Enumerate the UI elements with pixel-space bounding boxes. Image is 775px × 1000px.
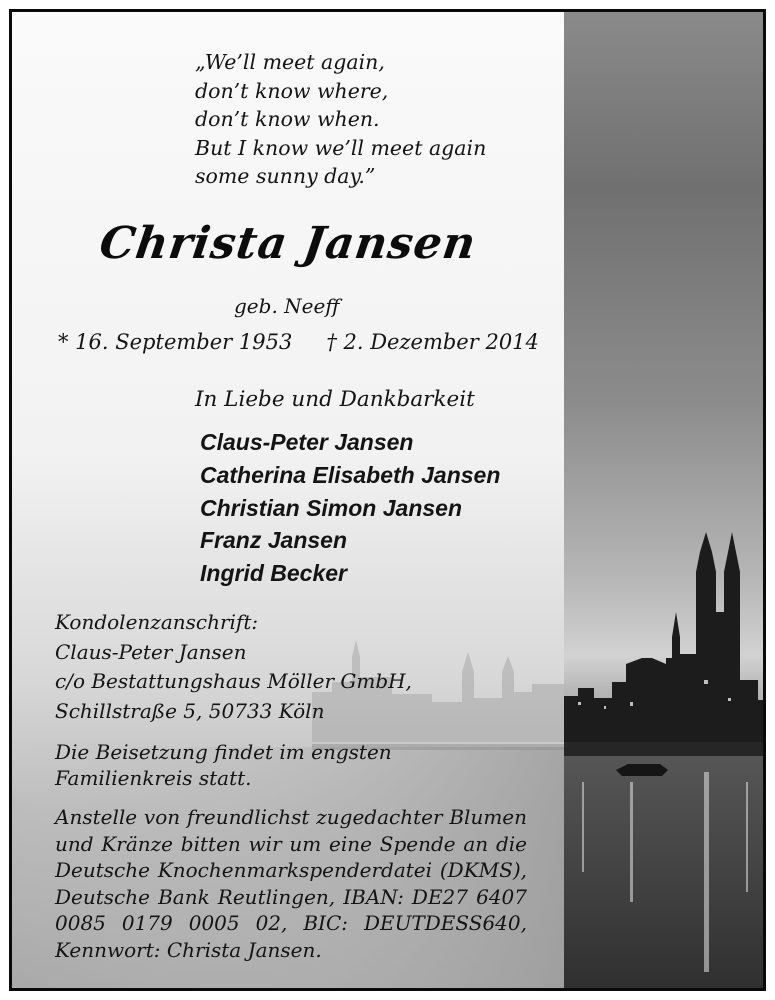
address-line: c/o Bestattungshaus Möller GmbH, — [55, 669, 412, 693]
quote-line: some sunny day.” — [195, 164, 376, 188]
birth-date: * 16. September 1953 — [58, 330, 293, 354]
quote-line: don’t know where, — [195, 78, 389, 103]
mourner-list — [200, 426, 500, 590]
address-line: Kondolenzanschrift: — [55, 610, 259, 634]
address-line: Schillstraße 5, 50733 Köln — [55, 698, 325, 723]
cologne-cathedral-photo — [564, 12, 766, 988]
mourner-name: Catherina Elisabeth Jansen — [200, 461, 501, 488]
gratitude-line: In Liebe und Dankbarkeit — [195, 387, 475, 412]
mourner-name: Ingrid Becker — [200, 560, 347, 587]
condolence-address — [55, 608, 412, 726]
obituary-frame — [9, 9, 766, 991]
mourner-name: Christian Simon Jansen — [200, 494, 463, 521]
donation-note: Anstelle von freundlichst zugedachter Blumen und Kränze bitten wir um eine Spende an die Deutsche Knochenmarkspenderdatei (DKMS), Deutsche Bank Reutlingen, IBAN: DE27 6407 0085 0179 0005 02, BIC: DEUTDESS640, Kennwort: Christa Jansen. — [55, 805, 527, 962]
birth-name: geb. Neeff — [234, 294, 340, 318]
life-dates — [58, 330, 539, 354]
quote-line: don’t know when. — [195, 107, 380, 131]
death-date: † 2. Dezember 2014 — [326, 330, 539, 354]
quote-line: But I know we’ll meet again — [195, 135, 487, 160]
address-line: Claus-Peter Jansen — [55, 639, 247, 664]
deceased-name: Christa Jansen — [96, 218, 480, 269]
mourner-name: Claus-Peter Jansen — [200, 429, 414, 455]
song-quote — [195, 48, 486, 191]
mourner-name: Franz Jansen — [200, 527, 347, 554]
funeral-note: Die Beisetzung findet im engsten Familienkreis statt. — [55, 740, 392, 790]
quote-line: „We’ll meet again, — [195, 50, 385, 74]
